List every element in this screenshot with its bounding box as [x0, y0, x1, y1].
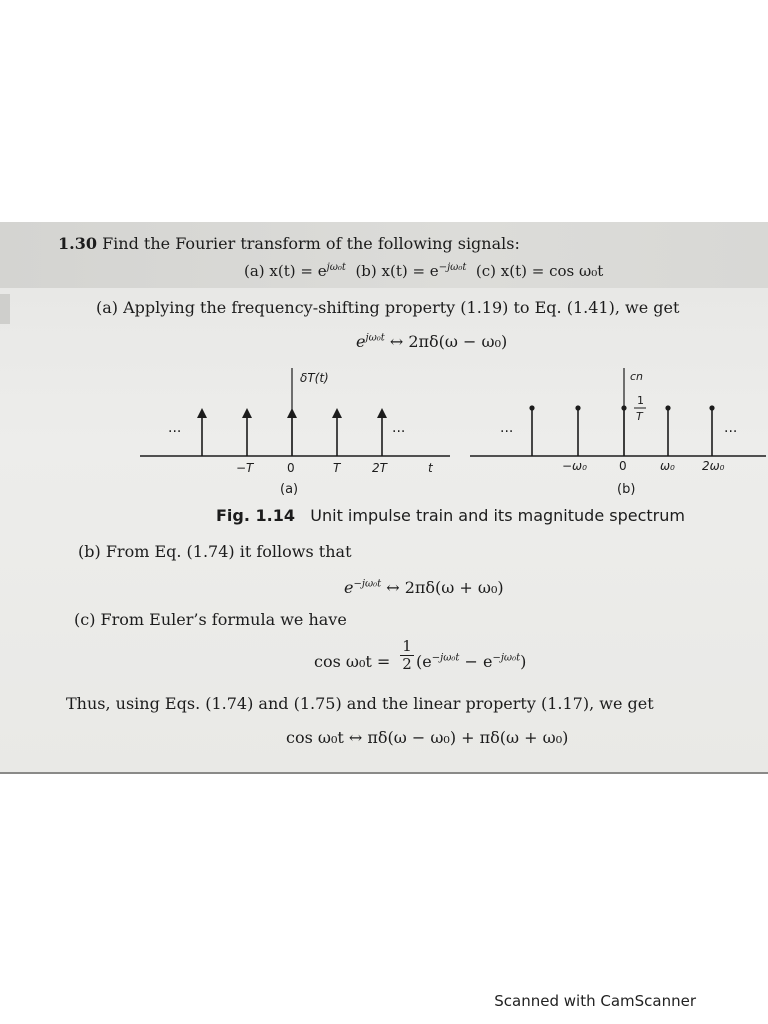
tick-label: 0 [619, 459, 627, 473]
impulse-arrow [377, 408, 387, 456]
solution-c-text: (c) From Euler’s formula we have [74, 610, 347, 629]
amp-denominator: T [636, 410, 643, 423]
euler-fraction: $\frac{1}{2}$ [400, 637, 414, 672]
coef-label: cn [630, 370, 644, 383]
panel-b-sublabel: (b) [617, 482, 636, 497]
amp-numerator: 1 [637, 394, 644, 407]
part-b-sup: −jω₀t [438, 262, 467, 273]
part-a-sup: jω₀t [326, 262, 346, 273]
solution-c-equation-right: $(e^{-j\omega_0t} - e^{-j\omega_0t})$ [416, 652, 527, 671]
dots-left: ··· [168, 424, 182, 440]
tick-label: T [333, 461, 341, 475]
spectral-line [665, 405, 670, 456]
spectral-line [709, 405, 714, 456]
tick-label: ω₀ [660, 459, 675, 473]
part-a-text: (a) x(t) = e [244, 262, 327, 280]
impulse-arrow [287, 408, 297, 456]
part-b-text: (b) x(t) = e [355, 262, 439, 280]
impulse-train-panel [140, 368, 450, 475]
problem-statement [58, 234, 520, 253]
panel-a-sublabel: (a) [280, 482, 299, 497]
spectral-line [575, 405, 580, 456]
tick-label: 2T [372, 461, 387, 475]
figure-1-14 [0, 366, 768, 486]
tick-label: 0 [287, 461, 295, 475]
dots-right: ··· [392, 424, 406, 440]
impulse-arrow [332, 408, 342, 456]
caption-text: Unit impulse train and its magnitude spectrum [310, 506, 685, 525]
problem-number: 1.30 [58, 234, 97, 253]
tick-label: −T [236, 461, 254, 475]
impulse-arrow [242, 408, 252, 456]
final-equation: cos ω₀t ↔ πδ(ω − ω₀) + πδ(ω + ω₀) [286, 728, 569, 747]
page-bottom-rule [0, 772, 768, 774]
solution-a-text: (a) Applying the frequency-shifting property (1.19) to Eq. (1.41), we get [96, 298, 680, 317]
impulse-arrow [197, 408, 207, 456]
scanner-watermark: Scanned with CamScanner [494, 992, 696, 1010]
solution-b-text: (b) From Eq. (1.74) it follows that [78, 542, 352, 561]
dots-left: ··· [500, 424, 514, 440]
problem-prompt: Find the Fourier transform of the following signals: [102, 234, 520, 253]
spectral-line [621, 405, 626, 456]
tick-label: 2ω₀ [702, 459, 725, 473]
tick-label: −ω₀ [562, 459, 587, 473]
tick-label: t [428, 461, 433, 475]
spectrum-panel [470, 368, 766, 473]
page-edge-strip [0, 294, 10, 324]
solution-a-equation: $e^{j\omega_0t}$ ↔ 2πδ(ω − ω₀) [356, 332, 508, 351]
spectral-line [529, 405, 534, 456]
dots-right: ··· [724, 424, 738, 440]
conclusion-text: Thus, using Eqs. (1.74) and (1.75) and the linear property (1.17), we get [66, 694, 654, 713]
solution-b-equation: $e^{-j\omega_0t}$ ↔ 2πδ(ω + ω₀) [344, 578, 504, 597]
caption-label: Fig. 1.14 [216, 506, 295, 525]
figure-caption [216, 506, 685, 525]
signal-label: δT(t) [300, 371, 329, 385]
solution-c-equation-left: cos ω₀t = [314, 652, 391, 671]
part-c-text: (c) x(t) = cos ω₀t [475, 262, 604, 280]
problem-parts [244, 262, 603, 280]
